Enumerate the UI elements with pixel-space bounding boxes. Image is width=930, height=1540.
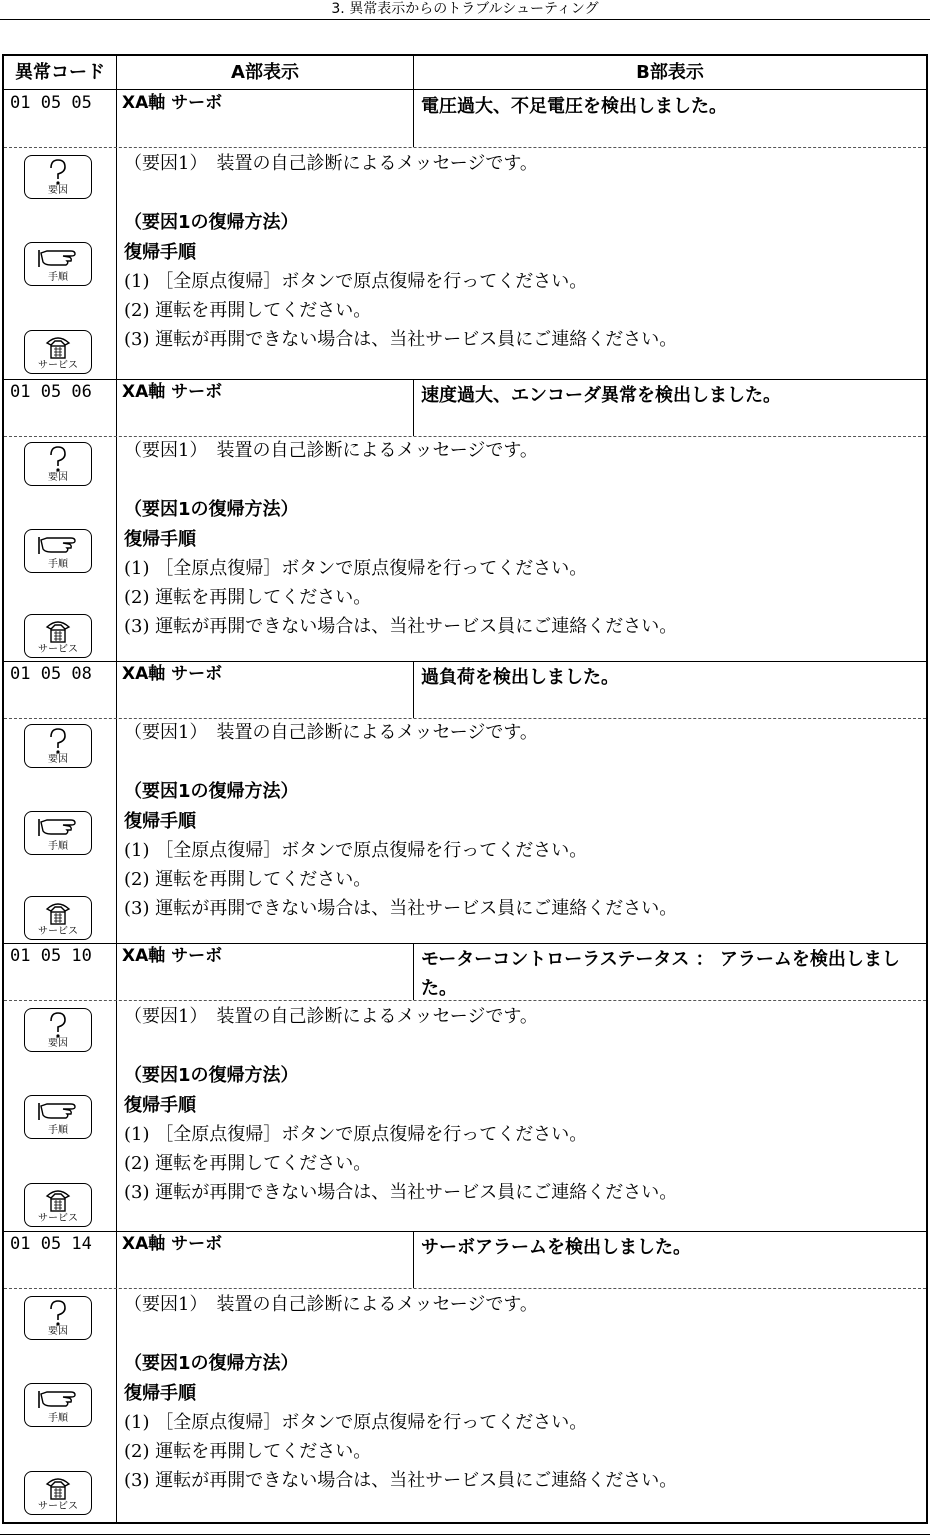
procedure-icon: 手順	[24, 242, 92, 286]
error-entry	[4, 661, 926, 943]
cause-text: （要因1） 装置の自己診断によるメッセージです。	[124, 1294, 538, 1315]
procedure-icon: 手順	[24, 811, 92, 855]
error-code: 01 05 14	[10, 1234, 92, 1254]
procedure-step: (2) 運転を再開してください。	[124, 869, 372, 890]
procedure-step: (2) 運転を再開してください。	[124, 1153, 372, 1174]
column-divider	[413, 56, 414, 90]
a-display: XA軸 サーボ	[122, 1234, 223, 1254]
procedure-step: (2) 運転を再開してください。	[124, 587, 372, 608]
error-entry	[4, 943, 926, 1231]
a-display: XA軸 サーボ	[122, 664, 223, 684]
recovery-title: （要因1の復帰方法）	[124, 781, 299, 802]
procedure-step: (1) ［全原点復帰］ボタンで原点復帰を行ってください。	[124, 840, 588, 861]
error-entry	[4, 1231, 926, 1522]
a-display: XA軸 サーボ	[122, 93, 223, 113]
entry-summary-row	[4, 379, 926, 436]
procedure-title: 復帰手順	[124, 1383, 196, 1404]
header-a-display: A部表示	[231, 62, 299, 83]
entry-summary-row	[4, 943, 926, 1000]
recovery-title: （要因1の復帰方法）	[124, 1353, 299, 1374]
b-display: 速度過大、エンコーダ異常を検出しました。	[421, 385, 781, 406]
footer-rule	[0, 1534, 930, 1535]
a-display: XA軸 サーボ	[122, 946, 223, 966]
procedure-step: (3) 運転が再開できない場合は、当社サービス員にご連絡ください。	[124, 898, 678, 919]
page-title: 3. 異常表示からのトラブルシューティング	[331, 1, 599, 17]
entry-summary-row	[4, 90, 926, 147]
error-entry	[4, 90, 926, 379]
dashed-divider	[4, 1288, 926, 1289]
cause-icon: 要因	[24, 442, 92, 486]
procedure-title: 復帰手順	[124, 1095, 196, 1116]
service-icon: サービス	[24, 1471, 92, 1515]
procedure-step: (3) 運転が再開できない場合は、当社サービス員にご連絡ください。	[124, 329, 678, 350]
procedure-icon: 手順	[24, 1095, 92, 1139]
cause-text: （要因1） 装置の自己診断によるメッセージです。	[124, 153, 538, 174]
procedure-title: 復帰手順	[124, 529, 196, 550]
procedure-step: (1) ［全原点復帰］ボタンで原点復帰を行ってください。	[124, 1412, 588, 1433]
error-entry	[4, 379, 926, 661]
cause-text: （要因1） 装置の自己診断によるメッセージです。	[124, 1006, 538, 1027]
procedure-icon: 手順	[24, 1383, 92, 1427]
procedure-step: (1) ［全原点復帰］ボタンで原点復帰を行ってください。	[124, 271, 588, 292]
service-icon: サービス	[24, 330, 92, 374]
dashed-divider	[4, 1000, 926, 1001]
b-display: 電圧過大、不足電圧を検出しました。	[421, 96, 727, 117]
procedure-step: (3) 運転が再開できない場合は、当社サービス員にご連絡ください。	[124, 1470, 678, 1491]
cause-icon: 要因	[24, 1008, 92, 1052]
table-header-row	[4, 56, 926, 90]
error-code: 01 05 06	[10, 382, 92, 402]
error-code: 01 05 08	[10, 664, 92, 684]
procedure-step: (1) ［全原点復帰］ボタンで原点復帰を行ってください。	[124, 1124, 588, 1145]
a-display: XA軸 サーボ	[122, 382, 223, 402]
cause-icon: 要因	[24, 1296, 92, 1340]
dashed-divider	[4, 147, 926, 148]
cause-text: （要因1） 装置の自己診断によるメッセージです。	[124, 722, 538, 743]
error-code: 01 05 05	[10, 93, 92, 113]
header-error-code: 異常コード	[15, 62, 105, 83]
procedure-title: 復帰手順	[124, 242, 196, 263]
procedure-step: (3) 運転が再開できない場合は、当社サービス員にご連絡ください。	[124, 616, 678, 637]
recovery-title: （要因1の復帰方法）	[124, 1065, 299, 1086]
b-display: 過負荷を検出しました。	[421, 667, 619, 688]
procedure-icon: 手順	[24, 529, 92, 573]
recovery-title: （要因1の復帰方法）	[124, 499, 299, 520]
service-icon: サービス	[24, 896, 92, 940]
b-display: モーターコントローラステータス ： アラームを検出しました。	[421, 949, 900, 999]
error-code: 01 05 10	[10, 946, 92, 966]
entry-summary-row	[4, 661, 926, 718]
service-icon: サービス	[24, 1183, 92, 1227]
recovery-title: （要因1の復帰方法）	[124, 212, 299, 233]
procedure-step: (2) 運転を再開してください。	[124, 1441, 372, 1462]
dashed-divider	[4, 718, 926, 719]
cause-icon: 要因	[24, 724, 92, 768]
entry-summary-row	[4, 1231, 926, 1288]
cause-text: （要因1） 装置の自己診断によるメッセージです。	[124, 440, 538, 461]
b-display: サーボアラームを検出しました。	[421, 1237, 691, 1258]
dashed-divider	[4, 436, 926, 437]
procedure-step: (2) 運転を再開してください。	[124, 300, 372, 321]
error-table	[2, 54, 928, 1524]
page-header	[0, 0, 930, 20]
procedure-title: 復帰手順	[124, 811, 196, 832]
service-icon: サービス	[24, 614, 92, 658]
procedure-step: (3) 運転が再開できない場合は、当社サービス員にご連絡ください。	[124, 1182, 678, 1203]
header-b-display: B部表示	[636, 62, 704, 83]
cause-icon: 要因	[24, 155, 92, 199]
procedure-step: (1) ［全原点復帰］ボタンで原点復帰を行ってください。	[124, 558, 588, 579]
